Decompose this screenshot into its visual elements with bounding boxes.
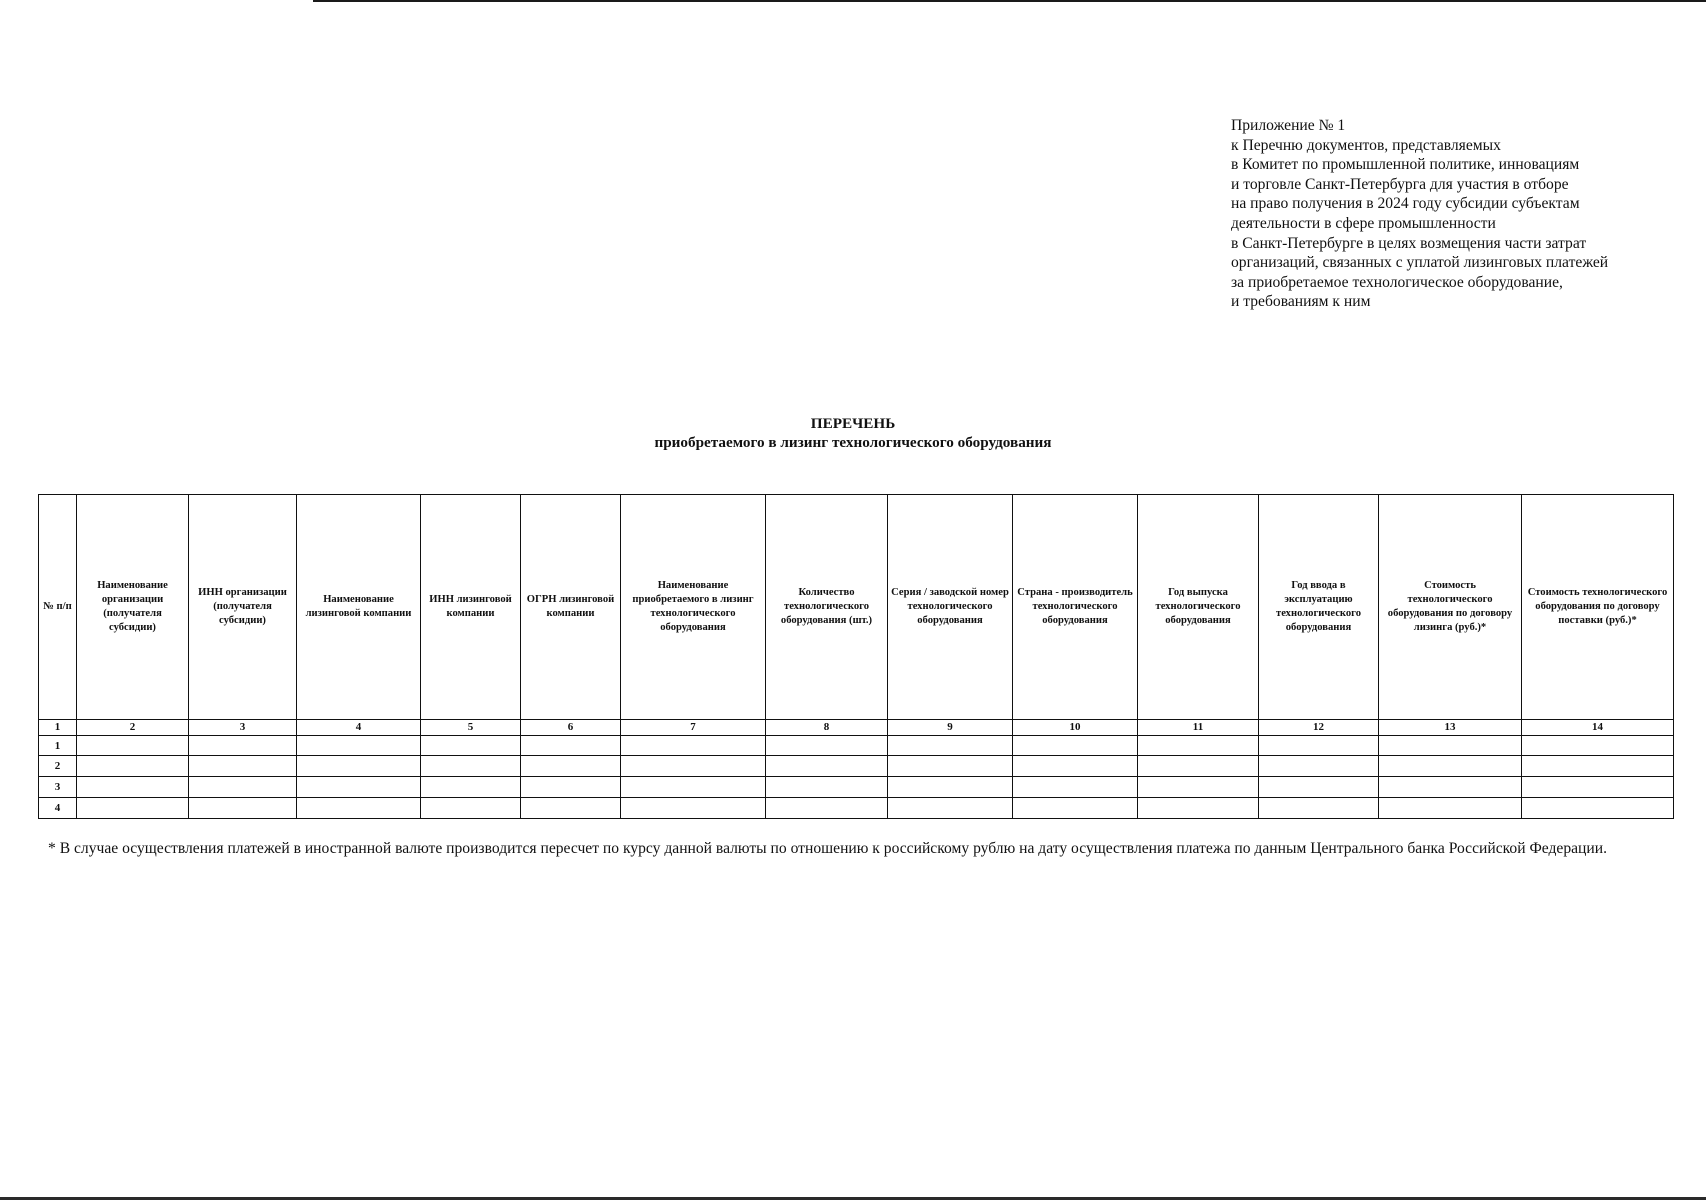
table-cell: [1522, 735, 1674, 756]
table-cell: [1522, 777, 1674, 798]
column-header: Наименование лизинговой компании: [297, 495, 421, 720]
table-cell: [1379, 735, 1522, 756]
column-number: 14: [1522, 720, 1674, 736]
column-header: Год выпуска технологического оборудования: [1138, 495, 1259, 720]
table-cell: [888, 798, 1013, 819]
row-number-cell: 1: [39, 735, 77, 756]
table-cell: [297, 756, 421, 777]
column-number: 5: [421, 720, 521, 736]
column-header: Количество технологического оборудования (шт.): [766, 495, 888, 720]
table-cell: [77, 756, 189, 777]
table-row: [39, 735, 1674, 756]
appendix-line: Приложение № 1: [1231, 117, 1346, 134]
table-cell: [1013, 735, 1138, 756]
table-cell: [189, 756, 297, 777]
table-cell: [77, 777, 189, 798]
table-cell: [421, 798, 521, 819]
table-cell: [1259, 798, 1379, 819]
document-title: [0, 414, 1706, 452]
appendix-line: в Комитет по промышленной политике, инновациям: [1231, 156, 1580, 174]
table-cell: [766, 798, 888, 819]
column-number: 3: [189, 720, 297, 736]
column-number-row: [39, 720, 1674, 736]
column-number: 10: [1013, 720, 1138, 736]
appendix-line: деятельности в сфере промышленности: [1231, 214, 1496, 232]
column-header: Наименование приобретаемого в лизинг технологического оборудования: [621, 495, 766, 720]
table-cell: [189, 777, 297, 798]
column-number: 2: [77, 720, 189, 736]
table-cell: [766, 756, 888, 777]
table-cell: [297, 735, 421, 756]
table-row: [39, 777, 1674, 798]
column-number: 9: [888, 720, 1013, 736]
table-cell: [521, 756, 621, 777]
table-cell: [1259, 777, 1379, 798]
column-number: 1: [39, 720, 77, 736]
table-cell: [1013, 777, 1138, 798]
table-row: [39, 756, 1674, 777]
table-cell: [766, 735, 888, 756]
table-cell: [1379, 798, 1522, 819]
table-cell: [1259, 756, 1379, 777]
table-cell: [1013, 798, 1138, 819]
table-cell: [77, 735, 189, 756]
title-subtitle: приобретаемого в лизинг технологического оборудования: [654, 434, 1052, 451]
appendix-line: в Санкт-Петербурге в целях возмещения части затрат: [1231, 234, 1587, 252]
table-cell: [77, 798, 189, 819]
table-cell: [1138, 756, 1259, 777]
row-number-cell: 3: [39, 777, 77, 798]
column-number: 7: [621, 720, 766, 736]
table-cell: [297, 777, 421, 798]
row-number-cell: 2: [39, 756, 77, 777]
column-number: 6: [521, 720, 621, 736]
column-number: 11: [1138, 720, 1259, 736]
table-cell: [621, 756, 766, 777]
table-cell: [766, 777, 888, 798]
column-header: Страна - производитель технологического оборудования: [1013, 495, 1138, 720]
table-cell: [1259, 735, 1379, 756]
column-header: Год ввода в эксплуатацию технологического оборудования: [1259, 495, 1379, 720]
table-cell: [189, 735, 297, 756]
column-number: 12: [1259, 720, 1379, 736]
table-cell: [297, 798, 421, 819]
table-cell: [521, 735, 621, 756]
table-cell: [621, 777, 766, 798]
table-cell: [421, 735, 521, 756]
column-number: 13: [1379, 720, 1522, 736]
table-cell: [888, 735, 1013, 756]
table-cell: [421, 756, 521, 777]
table-cell: [888, 756, 1013, 777]
column-header: Стоимость технологического оборудования по договору лизинга (руб.)*: [1379, 495, 1522, 720]
column-header: № п/п: [39, 495, 77, 720]
scan-top-edge: [313, 0, 1706, 2]
table-cell: [1138, 777, 1259, 798]
appendix-line: за приобретаемое технологическое оборудование,: [1231, 273, 1563, 291]
footnote: * В случае осуществления платежей в иностранной валюте производится пересчет по курсу данной валюты по отношению к российскому рублю на дату осуществления платежа по данным Центрального банка Российской Федерации.: [48, 840, 1607, 857]
column-number: 8: [766, 720, 888, 736]
table-cell: [421, 777, 521, 798]
table-cell: [189, 798, 297, 819]
column-number: 4: [297, 720, 421, 736]
table-cell: [621, 798, 766, 819]
table-cell: [1379, 756, 1522, 777]
table-cell: [1522, 756, 1674, 777]
table-cell: [521, 777, 621, 798]
table-cell: [1379, 777, 1522, 798]
appendix-line: к Перечню документов, представляемых: [1231, 136, 1501, 154]
column-header: ОГРН лизинговой компании: [521, 495, 621, 720]
table-cell: [521, 798, 621, 819]
appendix-line: на право получения в 2024 году субсидии субъектам: [1231, 195, 1580, 213]
row-number-cell: 4: [39, 798, 77, 819]
table-cell: [1522, 798, 1674, 819]
column-header: Серия / заводской номер технологического оборудования: [888, 495, 1013, 720]
column-header: Стоимость технологического оборудования по договору поставки (руб.)*: [1522, 495, 1674, 720]
table-cell: [621, 735, 766, 756]
column-header: ИНН лизинговой компании: [421, 495, 521, 720]
table-row: [39, 798, 1674, 819]
column-header: Наименование организации (получателя субсидии): [77, 495, 189, 720]
appendix-line: организаций, связанных с уплатой лизинговых платежей: [1231, 254, 1609, 272]
column-header: ИНН организации (получателя субсидии): [189, 495, 297, 720]
title-main: ПЕРЕЧЕНЬ: [810, 415, 896, 432]
table-cell: [1138, 735, 1259, 756]
equipment-table: [38, 494, 1674, 819]
appendix-line: и требованиям к ним: [1231, 293, 1371, 311]
header-row: [39, 495, 1674, 720]
table-cell: [888, 777, 1013, 798]
table-cell: [1013, 756, 1138, 777]
table-cell: [1138, 798, 1259, 819]
appendix-reference: [1231, 116, 1701, 312]
appendix-line: и торговле Санкт-Петербурга для участия в отборе: [1231, 175, 1569, 193]
